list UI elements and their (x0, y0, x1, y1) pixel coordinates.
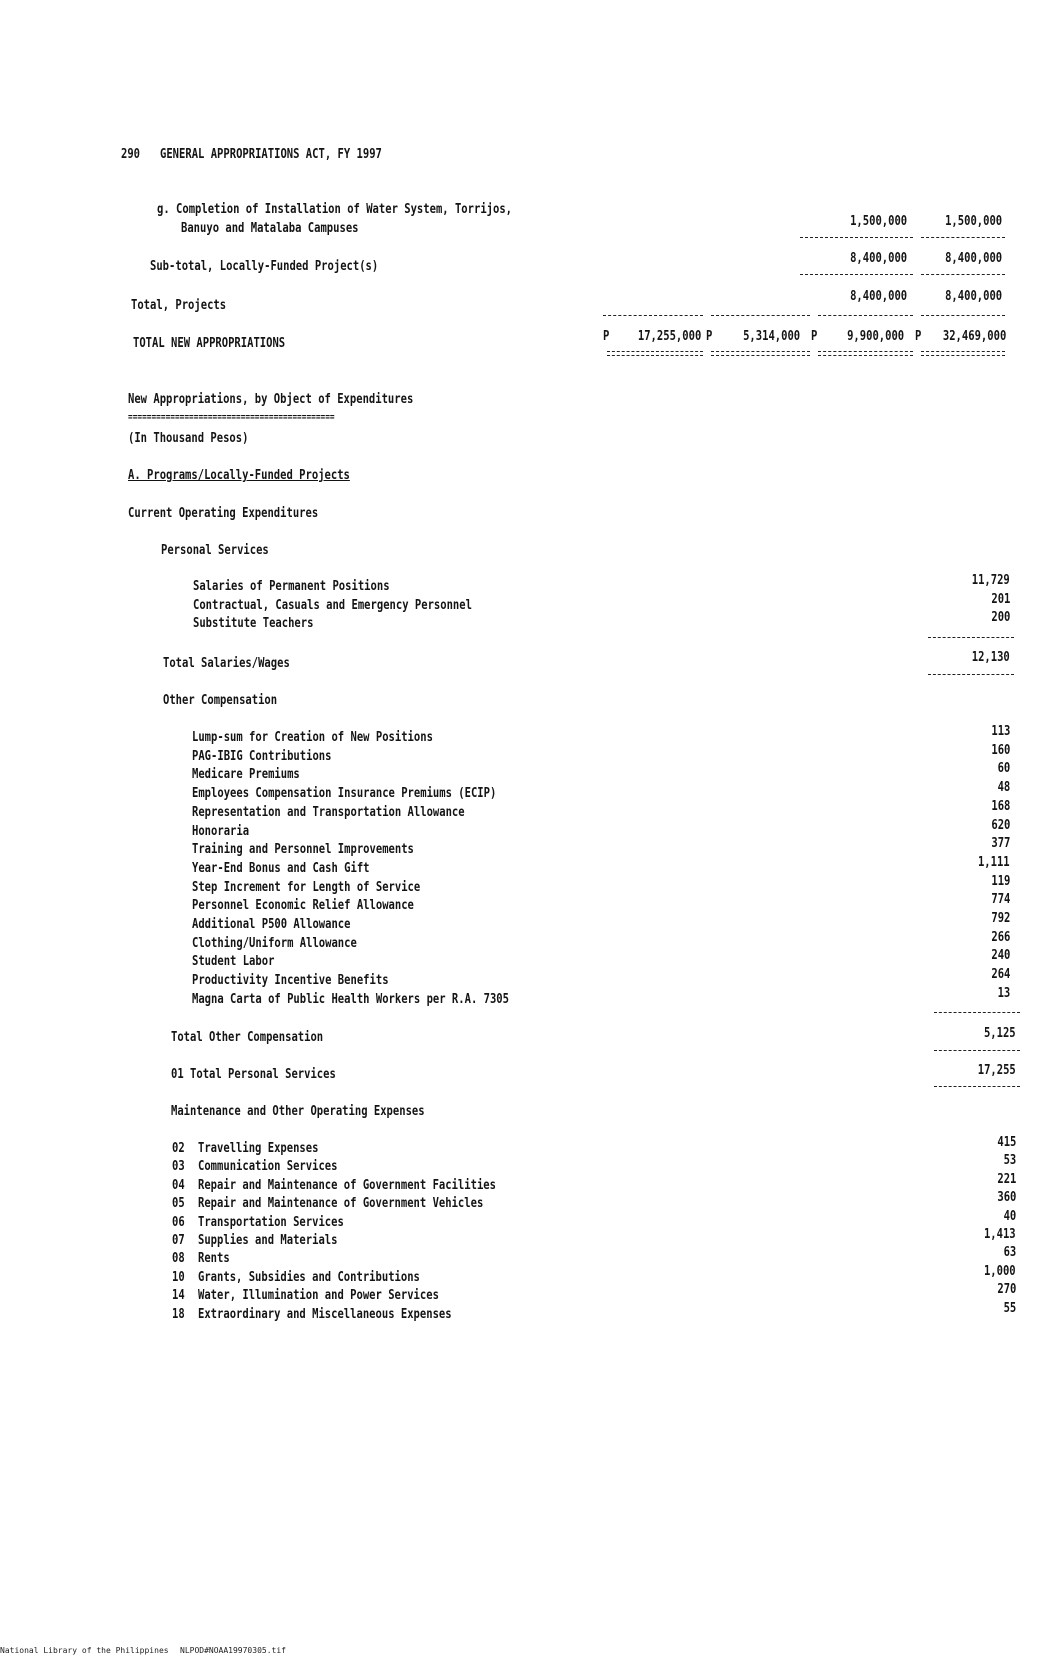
expense-code: 03 (172, 1158, 185, 1175)
line-item-label: Salaries of Permanent Positions (193, 578, 390, 594)
line-item-label: Communication Services (198, 1158, 338, 1175)
line-item-value: 774 (990, 891, 1010, 908)
line-item-label: Contractual, Casuals and Emergency Personnel (193, 596, 472, 613)
subtotal-label: Sub-total, Locally-Funded Project(s) (150, 258, 379, 274)
total-personal-services-label: 01 Total Personal Services (171, 1066, 336, 1082)
total-new-appropriations-label: TOTAL NEW APPROPRIATIONS (133, 335, 286, 351)
personal-services-heading: Personal Services (161, 542, 269, 558)
expense-code: 14 (172, 1287, 185, 1304)
other-compensation-heading: Other Compensation (163, 692, 278, 708)
project-item-g-col4: 1,500,000 (944, 213, 1002, 229)
line-item-value: 1,413 (984, 1226, 1016, 1242)
subtotal-col3: 8,400,000 (849, 250, 907, 266)
line-item-label: Representation and Transportation Allowance (192, 803, 465, 820)
total-new-col4: 32,469,000 (942, 328, 1006, 344)
rule-salaries-total (928, 674, 1014, 675)
line-item-value: 119 (990, 872, 1010, 889)
section-heading: New Appropriations, by Object of Expenditures (128, 391, 414, 407)
line-item-value: 63 (1003, 1244, 1016, 1261)
expense-code: 08 (172, 1250, 185, 1267)
total-salaries-label: Total Salaries/Wages (163, 655, 290, 671)
subheading-programs: A. Programs/Locally-Funded Projects (128, 467, 350, 483)
line-item-label: Water, Illumination and Power Services (198, 1287, 439, 1304)
rule-col4 (921, 237, 1005, 238)
peso-sign: P (811, 328, 818, 344)
peso-sign: P (915, 328, 922, 344)
line-item-value: 40 (1003, 1207, 1016, 1224)
line-item-label: Employees Compensation Insurance Premiums (ECIP) (192, 785, 497, 802)
project-item-g-col3: 1,500,000 (849, 213, 907, 229)
expense-code: 05 (172, 1195, 185, 1212)
rule-col4 (921, 315, 1005, 316)
line-item-value: 240 (990, 947, 1010, 964)
line-item-label: Lump-sum for Creation of New Positions (192, 729, 433, 745)
expense-code: 07 (172, 1232, 185, 1248)
line-item-value: 201 (990, 590, 1010, 607)
line-item-label: Honoraria (192, 822, 250, 839)
line-item-label: Student Labor (192, 953, 275, 970)
line-item-label: PAG-IBIG Contributions (192, 747, 332, 764)
line-item-value: 415 (996, 1134, 1016, 1150)
line-item-label: Medicare Premiums (192, 766, 300, 783)
line-item-label: Travelling Expenses (198, 1140, 319, 1156)
line-item-value: 792 (990, 910, 1010, 926)
line-item-label: Training and Personnel Improvements (192, 841, 414, 858)
line-item-value: 377 (990, 835, 1010, 852)
double-rule-col3 (818, 351, 913, 356)
line-item-label: Transportation Services (198, 1213, 344, 1230)
total-projects-col3: 8,400,000 (849, 288, 907, 304)
line-item-value: 48 (997, 779, 1010, 796)
rule-other-comp (934, 1012, 1020, 1013)
total-new-col3: 9,900,000 (846, 328, 904, 344)
line-item-label: Repair and Maintenance of Government Facilities (198, 1176, 496, 1193)
line-item-value: 1,111 (978, 853, 1010, 870)
expense-code: 06 (172, 1213, 185, 1230)
line-item-label: Productivity Incentive Benefits (192, 972, 389, 989)
line-item-value: 360 (996, 1189, 1016, 1206)
expense-code: 02 (172, 1140, 185, 1156)
line-item-label: Supplies and Materials (198, 1232, 338, 1248)
footer-library: National Library of the Philippines (0, 1646, 169, 1655)
total-other-compensation-label: Total Other Compensation (171, 1029, 324, 1045)
rule-col3 (800, 274, 913, 275)
double-rule-col4 (921, 351, 1005, 356)
line-item-label: Step Increment for Length of Service (192, 878, 421, 895)
rule-personal-services (934, 1086, 1020, 1087)
line-item-value: 55 (1003, 1299, 1016, 1316)
rule-other-comp-total (934, 1050, 1020, 1051)
line-item-value: 11,729 (971, 572, 1010, 588)
project-item-g-line1: g. Completion of Installation of Water System, Torrijos, (157, 201, 513, 217)
total-new-col2: 5,314,000 (742, 328, 800, 344)
rule-col4 (921, 274, 1005, 275)
page-header-title: GENERAL APPROPRIATIONS ACT, FY 1997 (160, 146, 382, 162)
expense-code: 18 (172, 1305, 185, 1322)
line-item-value: 270 (996, 1281, 1016, 1298)
line-item-value: 1,000 (984, 1262, 1016, 1279)
line-item-label: Substitute Teachers (193, 615, 314, 631)
expense-code: 10 (172, 1268, 185, 1285)
mooe-heading: Maintenance and Other Operating Expenses (171, 1103, 425, 1119)
page-number: 290 (121, 146, 141, 162)
line-item-value: 620 (990, 816, 1010, 833)
line-item-label: Repair and Maintenance of Government Vehicles (198, 1195, 484, 1212)
rule-col3 (800, 237, 913, 238)
line-item-value: 168 (990, 797, 1010, 814)
expense-code: 04 (172, 1176, 185, 1193)
line-item-value: 221 (996, 1170, 1016, 1187)
line-item-label: Clothing/Uniform Allowance (192, 934, 357, 951)
peso-sign: P (603, 328, 610, 344)
line-item-value: 13 (997, 984, 1010, 1001)
total-salaries-value: 12,130 (971, 649, 1010, 665)
line-item-value: 264 (990, 966, 1010, 983)
units-note: (In Thousand Pesos) (128, 430, 249, 446)
total-projects-col4: 8,400,000 (944, 288, 1002, 304)
line-item-value: 160 (990, 741, 1010, 758)
line-item-label: Magna Carta of Public Health Workers per R.A. 7305 (192, 990, 509, 1007)
line-item-label: Extraordinary and Miscellaneous Expenses (198, 1305, 452, 1322)
total-other-compensation-value: 5,125 (984, 1025, 1016, 1041)
line-item-label: Additional P500 Allowance (192, 916, 351, 932)
rule-col1 (603, 315, 703, 316)
line-item-value: 60 (997, 760, 1010, 777)
line-item-value: 113 (990, 723, 1010, 739)
line-item-label: Year-End Bonus and Cash Gift (192, 859, 370, 876)
total-projects-label: Total, Projects (131, 297, 227, 313)
rule-col3 (818, 315, 913, 316)
line-item-value: 53 (1003, 1152, 1016, 1169)
line-item-label: Grants, Subsidies and Contributions (198, 1268, 420, 1285)
project-item-g-line2: Banuyo and Matalaba Campuses (181, 220, 359, 236)
line-item-label: Rents (198, 1250, 230, 1267)
current-operating-expenditures: Current Operating Expenditures (128, 505, 319, 521)
line-item-label: Personnel Economic Relief Allowance (192, 897, 414, 914)
subtotal-col4: 8,400,000 (944, 250, 1002, 266)
footer-file: NLPOD#NOAA19970305.tif (180, 1646, 286, 1655)
line-item-value: 266 (990, 928, 1010, 945)
double-rule-col1 (607, 351, 703, 356)
double-rule-col2 (711, 351, 810, 356)
section-heading-rule: ============================================ (128, 412, 335, 423)
peso-sign: P (706, 328, 713, 344)
total-personal-services-value: 17,255 (977, 1062, 1016, 1078)
rule-salaries (928, 637, 1014, 638)
total-new-col1: 17,255,000 (637, 328, 701, 344)
line-item-value: 200 (990, 609, 1010, 625)
rule-col2 (711, 315, 810, 316)
